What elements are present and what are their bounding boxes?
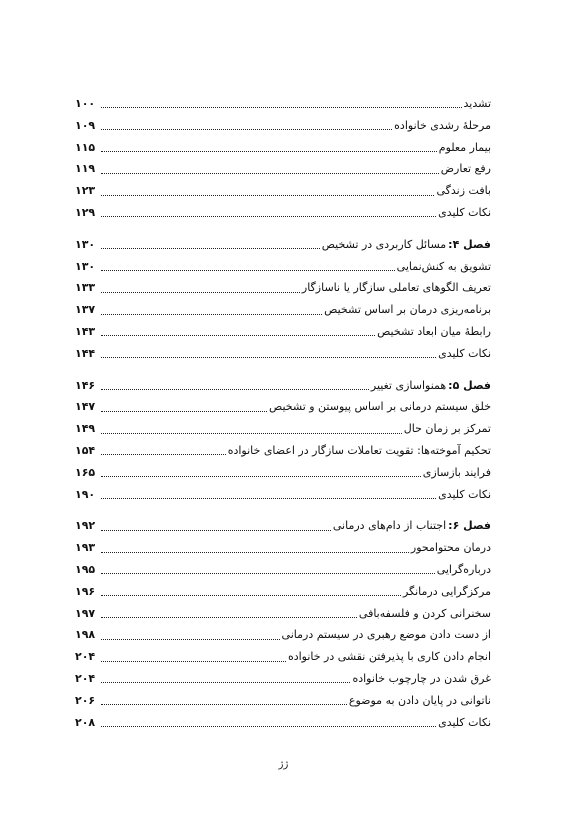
entry-title: مرحلهٔ رشدی خانواده [394, 118, 491, 132]
entry-title: تمرکز بر زمان حال [403, 422, 491, 436]
dot-leader [101, 335, 375, 336]
entry-title: خلق سیستم درمانی بر اساس پیوستن و تشخیص [268, 400, 491, 414]
dot-leader [101, 433, 402, 434]
entry-title: تعریف الگوهای تعاملی سازگار یا ناسازگار [301, 281, 491, 295]
page-ref: ۱۴۴ [75, 346, 96, 360]
entry-title: نکات کلیدی [438, 487, 491, 501]
page-number: ژ‌ژ [278, 759, 289, 770]
page-ref: ۱۱۵ [75, 140, 96, 154]
dot-leader [101, 639, 279, 640]
dot-leader [101, 661, 286, 662]
toc-entry-row [75, 712, 491, 734]
toc-entry-row [75, 343, 491, 365]
toc-entry-row [75, 603, 491, 625]
page-ref: ۱۶۵ [75, 465, 96, 479]
page-ref: ۱۲۳ [75, 184, 96, 198]
toc-entry-row [75, 180, 491, 202]
toc-chapter-row [75, 375, 491, 397]
chapter-title [333, 515, 491, 537]
entry-title: درمان محتوامحور [410, 541, 491, 555]
toc-entry-row [75, 137, 491, 159]
page-ref: ۲۰۸ [75, 715, 96, 729]
page-ref: ۱۵۴ [75, 443, 96, 457]
entry-title: انجام دادن کاری با پذیرفتن نقشی در خانواده [287, 650, 491, 664]
dot-leader [101, 357, 436, 358]
toc-entry-row [75, 624, 491, 646]
toc-entry-row [75, 559, 491, 581]
chapter-prefix: فصل ۴: [448, 237, 491, 251]
toc-entry-row [75, 440, 491, 462]
toc-entry-row [75, 537, 491, 559]
page-ref: ۲۰۴ [75, 650, 96, 664]
dot-leader [101, 617, 357, 618]
toc-entry-row [75, 418, 491, 440]
page-ref: ۱۴۶ [75, 378, 96, 392]
toc-entry-row [75, 690, 491, 712]
entry-title: فرایند بازسازی [422, 465, 491, 479]
dot-leader [101, 726, 436, 727]
toc-section [75, 93, 491, 224]
dot-leader [101, 573, 435, 574]
page-ref: ۱۹۵ [75, 562, 96, 576]
entry-title: غرق شدن در چارچوب خانواده [352, 671, 491, 685]
dot-leader [101, 151, 437, 152]
page-ref: ۱۹۶ [75, 584, 96, 598]
table-of-contents [75, 93, 491, 733]
page-ref: ۱۳۷ [75, 303, 96, 317]
dot-leader [101, 530, 331, 531]
toc-entry-row [75, 581, 491, 603]
page-ref: ۱۹۷ [75, 606, 96, 620]
toc-entry-row [75, 646, 491, 668]
page-ref: ۱۱۹ [75, 162, 96, 176]
chapter-title-text: اجتناب از دام‌های درمانی [332, 519, 447, 533]
toc-entry-row [75, 299, 491, 321]
dot-leader [101, 129, 392, 130]
dot-leader [101, 498, 436, 499]
page-ref: ۱۹۰ [75, 487, 96, 501]
page-ref: ۲۰۴ [75, 671, 96, 685]
entry-title: بافت زندگی [436, 184, 491, 198]
dot-leader [101, 411, 267, 412]
toc-entry-row [75, 158, 491, 180]
chapter-prefix: فصل ۵: [448, 378, 491, 392]
page-ref: ۱۰۹ [75, 118, 96, 132]
entry-title: مرکزگرایی درمانگر [402, 584, 491, 598]
entry-title: نکات کلیدی [438, 715, 491, 729]
dot-leader [101, 195, 434, 196]
chapter-prefix: فصل ۶: [448, 519, 491, 533]
entry-title: تحکیم آموخته‌ها: تقویت تعاملات سازگار در اعضای خانواده [227, 443, 491, 457]
toc-entry-row [75, 115, 491, 137]
toc-chapter-row [75, 234, 491, 256]
entry-title: برنامه‌ریزی درمان بر اساس تشخیص [324, 303, 491, 317]
entry-title: از دست دادن موضع رهبری در سیستم درمانی [281, 628, 491, 642]
page-ref: ۱۴۷ [75, 400, 96, 414]
page-ref: ۱۲۹ [75, 205, 96, 219]
toc-chapter-row [75, 515, 491, 537]
entry-title: درباره‌گرایی [436, 562, 491, 576]
dot-leader [101, 173, 439, 174]
dot-leader [101, 314, 322, 315]
dot-leader [101, 454, 226, 455]
toc-entry-row [75, 396, 491, 418]
entry-title: رفع تعارض [440, 162, 491, 176]
entry-title: نکات کلیدی [438, 346, 491, 360]
chapter-title-text: همنواسازی تغییر [370, 378, 447, 392]
dot-leader [101, 682, 350, 683]
chapter-title [322, 234, 491, 256]
dot-leader [101, 704, 347, 705]
toc-entry-row [75, 277, 491, 299]
page-ref: ۱۴۹ [75, 422, 96, 436]
toc-entry-row [75, 256, 491, 278]
page-ref: ۱۰۰ [75, 97, 96, 110]
toc-entry-row [75, 668, 491, 690]
page-ref: ۱۹۸ [75, 628, 96, 642]
entry-title: رابطهٔ میان ابعاد تشخیص [377, 324, 491, 338]
toc-entry-row [75, 462, 491, 484]
entry-title: ناتوانی در پایان دادن به موضوع [348, 693, 491, 707]
toc-entry-row [75, 484, 491, 506]
entry-title: تشویق به کنش‌نمایی [396, 259, 491, 273]
dot-leader [101, 248, 320, 249]
page-ref: ۱۳۰ [75, 237, 96, 251]
dot-leader [101, 107, 461, 108]
dot-leader [101, 552, 409, 553]
dot-leader [101, 389, 369, 390]
toc-entry-row [75, 93, 491, 115]
page-ref: ۱۴۳ [75, 324, 96, 338]
entry-title: نکات کلیدی [438, 205, 491, 219]
toc-section [75, 515, 491, 733]
dot-leader [101, 216, 436, 217]
page-ref: ۱۳۰ [75, 259, 96, 273]
dot-leader [101, 595, 401, 596]
toc-entry-row [75, 202, 491, 224]
entry-title: بیمار معلوم [438, 140, 491, 154]
toc-section [75, 375, 491, 506]
page-ref: ۱۹۳ [75, 541, 96, 555]
chapter-title [371, 375, 491, 397]
toc-entry-row [75, 321, 491, 343]
toc-section [75, 234, 491, 365]
page-ref: ۱۹۲ [75, 519, 96, 533]
entry-title: تشدید [463, 97, 491, 110]
dot-leader [101, 476, 421, 477]
chapter-title-text: مسائل کاربردی در تشخیص [321, 237, 447, 251]
entry-title: سخنرانی کردن و فلسفه‌بافی [358, 606, 491, 620]
page-ref: ۱۳۳ [75, 281, 96, 295]
dot-leader [101, 292, 300, 293]
page-ref: ۲۰۶ [75, 693, 96, 707]
dot-leader [101, 270, 395, 271]
